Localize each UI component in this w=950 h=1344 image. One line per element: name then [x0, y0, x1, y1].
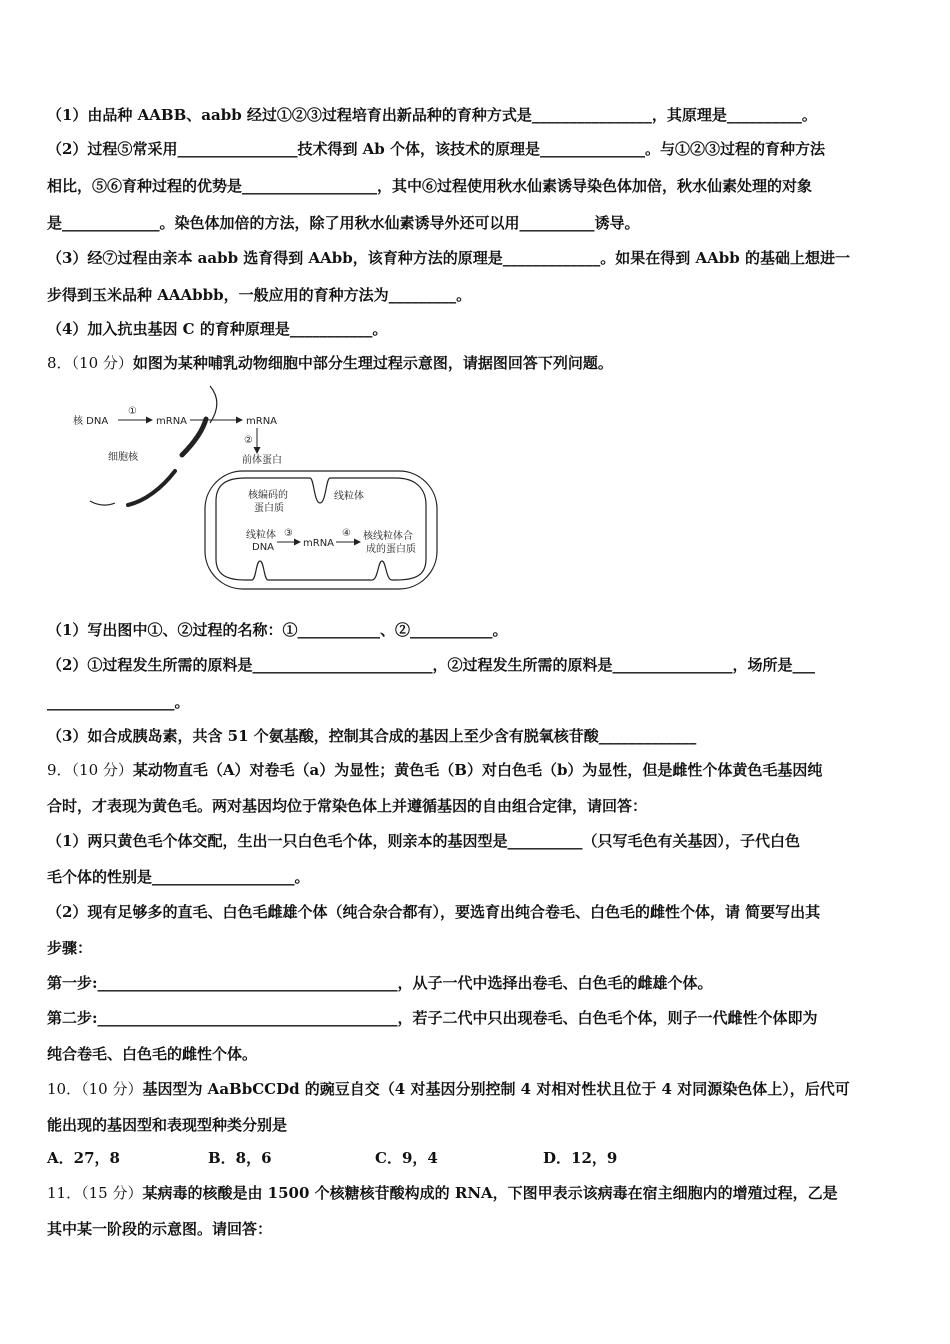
- q9-step1: 第一步:________________________________________，从子一代中选择出卷毛、白色毛的雌雄个体。: [47, 974, 713, 992]
- q8-sub2-line2: _________________。: [47, 693, 190, 711]
- q10-stem-text: 基因型为 AaBbCCDd 的豌豆自交（4 对基因分别控制 4 对相对性状且位于 4 对同源染色体上），后代可: [142, 1080, 850, 1098]
- q10-score: （10 分）: [81, 1080, 143, 1098]
- label-step1: ①: [128, 406, 137, 417]
- q9-score: （10 分）: [71, 761, 133, 779]
- q8-sub1: （1）写出图中①、②过程的名称：①___________、②___________。: [47, 621, 508, 639]
- nuclear-envelope-tail: [90, 501, 115, 505]
- label-nuclear-encoded-2: 蛋白质: [254, 503, 284, 514]
- q8-score: （10 分）: [71, 354, 133, 372]
- label-step4: ④: [342, 528, 351, 539]
- q11-stem-line2: 其中某一阶段的示意图。请回答：: [47, 1220, 273, 1238]
- q9-sub1-line1: （1）两只黄色毛个体交配，生出一只白色毛个体，则亲本的基因型是__________（只写毛色有关基因），子代白色: [47, 832, 800, 850]
- label-step2: ②: [244, 435, 253, 446]
- q11-score: （15 分）: [81, 1184, 143, 1202]
- label-nuclear-dna: 核 DNA: [73, 416, 109, 427]
- label-mrna-nucleus: mRNA: [156, 416, 188, 427]
- q9-step2-line1: 第二步:________________________________________，若子二代中只出现卷毛、白色毛个体，则子一代雌性个体即为: [47, 1009, 818, 1027]
- q7-sub3-line1: （3）经⑦过程由亲本 aabb 选育得到 AAbb，该育种方法的原理是_____________。如果在得到 AAbb 的基础上想进一: [47, 249, 850, 267]
- q7-sub1: （1）由品种 AABB、aabb 经过①②③过程培育出新品种的育种方式是________________，其原理是__________。: [47, 106, 817, 124]
- label-mitochondrion: 线粒体: [334, 491, 364, 502]
- nuclear-envelope-top: [210, 386, 217, 423]
- q10-number: 10．: [47, 1080, 82, 1098]
- q11-stem-line1: [47, 1182, 838, 1203]
- label-product-2: 成的蛋白质: [366, 544, 416, 555]
- q11-number: 11．: [47, 1184, 82, 1202]
- q10-option-d[interactable]: D．12，9: [543, 1149, 618, 1167]
- q11-stem-text: 某病毒的核酸是由 1500 个核糖核苷酸构成的 RNA，下图甲表示该病毒在宿主细胞内的增殖过程，乙是: [142, 1184, 838, 1202]
- q7-sub3-line2: 步得到玉米品种 AAAbbb，一般应用的育种方法为_________。: [47, 286, 472, 304]
- q8-number: 8．: [47, 354, 72, 372]
- q10-option-c[interactable]: C．9，4: [375, 1149, 438, 1167]
- q9-step2-line2: 纯合卷毛、白色毛的雌性个体。: [47, 1045, 258, 1063]
- q10-stem-line2: 能出现的基因型和表现型种类分别是: [47, 1116, 288, 1134]
- q7-sub4: （4）加入抗虫基因 C 的育种原理是___________。: [47, 320, 388, 338]
- q9-number: 9．: [47, 761, 72, 779]
- cell-process-diagram: [70, 383, 450, 593]
- label-nucleus: 细胞核: [108, 452, 138, 463]
- q9-stem-line1: [47, 759, 822, 780]
- q8-stem: [47, 352, 613, 373]
- q10-stem-line1: [47, 1078, 850, 1099]
- q7-sub2-line2: 相比，⑤⑥育种过程的优势是__________________，其中⑥过程使用秋水仙素诱导染色体加倍，秋水仙素处理的对象: [47, 177, 813, 195]
- label-mrna-cytoplasm: mRNA: [246, 416, 278, 427]
- label-product-1: 核线粒体合: [363, 531, 413, 542]
- q7-sub2-line3: 是_____________。染色体加倍的方法，除了用秋水仙素诱导外还可以用__________诱导。: [47, 214, 640, 232]
- label-precursor-protein: 前体蛋白: [242, 455, 282, 466]
- q9-stem-text: 某动物直毛（A）对卷毛（a）为显性；黄色毛（B）对白色毛（b）为显性，但是雌性个体黄色毛基因纯: [132, 761, 823, 779]
- q10-option-a[interactable]: A．27，8: [47, 1149, 120, 1167]
- q8-sub3: （3）如合成胰岛素，共含 51 个氨基酸，控制其合成的基因上至少含有脱氧核苷酸_____________: [47, 727, 697, 745]
- q9-stem-line2: 合时，才表现为黄色毛。两对基因均位于常染色体上并遵循基因的自由组合定律，请回答：: [47, 797, 648, 815]
- label-step3: ③: [284, 528, 293, 539]
- mitochondrion-outer: [205, 471, 437, 589]
- q8-stem-text: 如图为某种哺乳动物细胞中部分生理过程示意图，请据图回答下列问题。: [132, 354, 613, 372]
- q9-sub2-line2: 步骤：: [47, 939, 93, 957]
- label-mito-dna-1: 线粒体: [246, 530, 276, 541]
- q9-sub1-line2: 毛个体的性别是___________________。: [47, 868, 310, 886]
- q9-sub2-line1: （2）现有足够多的直毛、白色毛雌雄个体（纯合杂合都有），要选育出纯合卷毛、白色毛的雌性个体，请 简要写出其: [47, 903, 821, 921]
- label-mrna-mito: mRNA: [303, 538, 335, 549]
- q7-sub2-line1: （2）过程⑤常采用________________技术得到 Ab 个体，该技术的原理是______________。与①②③过程的育种方法: [47, 140, 826, 158]
- label-nuclear-encoded-1: 核编码的: [248, 490, 288, 501]
- label-mito-dna-2: DNA: [252, 542, 275, 553]
- q8-sub2-line1: （2）①过程发生所需的原料是________________________，②过程发生所需的原料是________________，场所是___: [47, 656, 815, 674]
- nuclear-envelope-lower: [128, 471, 175, 505]
- q10-option-b[interactable]: B．8，6: [208, 1149, 272, 1167]
